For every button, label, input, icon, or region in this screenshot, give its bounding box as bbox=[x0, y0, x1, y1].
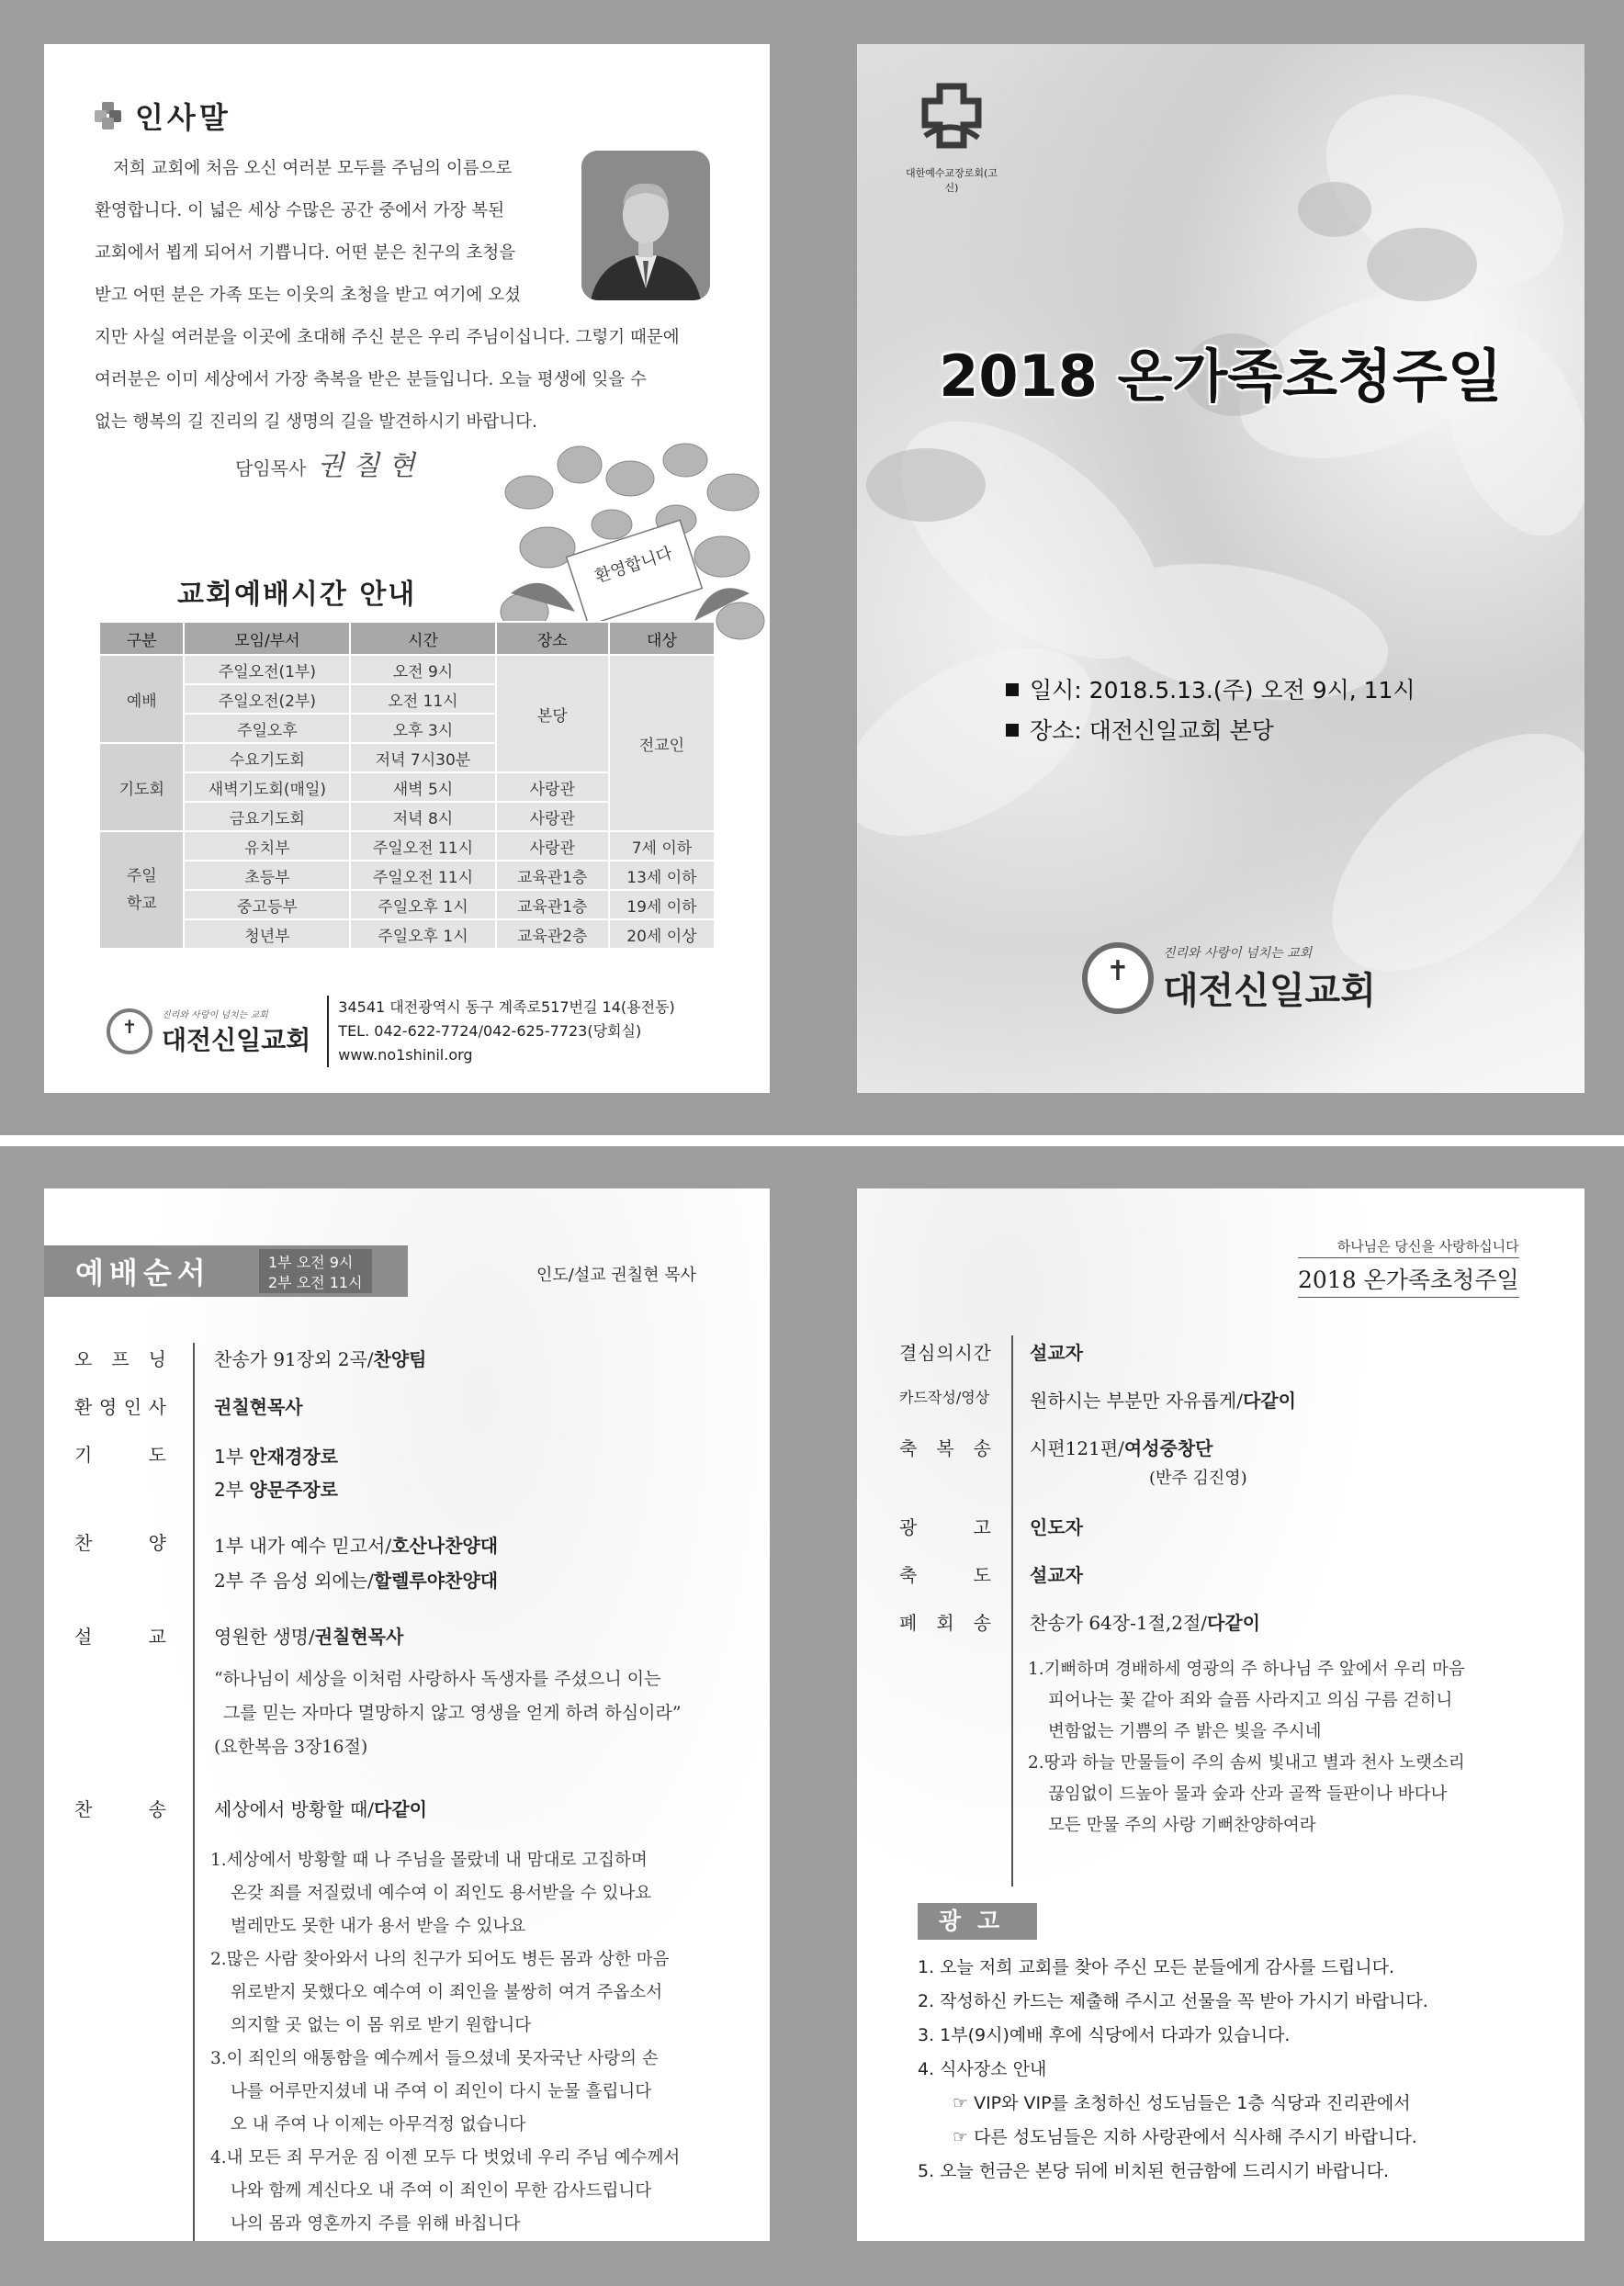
lyric-line: 4.내 모든 죄 무거운 짐 이젠 모두 다 벗었네 우리 주님 예수께서 bbox=[210, 2148, 681, 2168]
order-item: 권칠현목사 bbox=[214, 1396, 303, 1418]
church-contact bbox=[327, 996, 674, 1067]
lyric-line: 위로받지 못했다오 예수여 이 죄인을 불쌍히 여겨 주옵소서 bbox=[231, 1983, 663, 2002]
order-label: 환 영 인 사 bbox=[74, 1396, 166, 1418]
order-title: 예배순서 bbox=[75, 1256, 211, 1290]
signature-name: 권 칠 현 bbox=[317, 450, 415, 482]
greeting-line: 환영합니다. 이 넓은 세상 수많은 공간 중에서 가장 복된 bbox=[95, 201, 505, 220]
church-footer bbox=[107, 990, 750, 1073]
church-logo bbox=[107, 1007, 310, 1057]
cross-emblem-icon bbox=[107, 1008, 152, 1054]
table-cell: 새벽 5시 bbox=[350, 772, 495, 802]
order-label: 폐 회 송 bbox=[899, 1612, 991, 1634]
table-cell: 주일오후 1시 bbox=[350, 890, 495, 919]
lyric-line: 모든 만물 주의 사랑 기뻐찬양하여라 bbox=[1048, 1816, 1316, 1835]
announcements-title: 광고 bbox=[918, 1903, 1037, 1940]
lyric-line: 의지할 곳 없는 이 몸 위로 받기 원합니다 bbox=[231, 2016, 532, 2035]
table-header: 장소 bbox=[496, 622, 609, 655]
order-item: 세상에서 방황할 때/다같이 bbox=[214, 1798, 427, 1820]
page-header bbox=[1298, 1236, 1519, 1298]
flower-background-image bbox=[857, 44, 1585, 1093]
table-header: 모임/부서 bbox=[184, 622, 350, 655]
welcome-card-text: 환영합니다 bbox=[592, 544, 675, 587]
table-cell: 청년부 bbox=[184, 919, 350, 949]
church-website-link[interactable]: www.no1shinil.org bbox=[338, 1046, 473, 1064]
table-cell: 사랑관 bbox=[496, 831, 609, 861]
order-label: 기 도 bbox=[74, 1444, 166, 1466]
announcement-item: 2. 작성하신 카드는 제출해 주시고 선물을 꼭 받아 가시기 바랍니다. bbox=[918, 1991, 1428, 2011]
church-cross-icon bbox=[919, 81, 984, 158]
table-cell: 금요기도회 bbox=[184, 802, 350, 831]
table-cell: 주일오전(1부) bbox=[184, 655, 350, 684]
table-cell: 13세 이하 bbox=[609, 861, 715, 890]
lyric-line: 끊임없이 드높아 물과 숲과 산과 골짝 들판이나 바다나 bbox=[1048, 1785, 1448, 1804]
announcement-item: 1. 오늘 저희 교회를 찾아 주신 모든 분들에게 감사를 드립니다. bbox=[918, 1957, 1395, 1977]
lyric-line: 나를 어루만지셨네 내 주여 이 죄인이 다시 눈물 흘립니다 bbox=[231, 2082, 652, 2101]
cover-church-logo bbox=[1082, 942, 1376, 1014]
table-cell: 교육관2층 bbox=[496, 919, 609, 949]
table-cell: 7세 이하 bbox=[609, 831, 715, 861]
accompanist-note: (반주 김진영) bbox=[1149, 1469, 1247, 1488]
table-cell: 사랑관 bbox=[496, 802, 609, 831]
hymn-lyrics bbox=[210, 1844, 725, 2241]
greeting-line: 지만 사실 여러분을 이곳에 초대해 주신 분은 우리 주님이십니다. 그렇기 때문에 bbox=[95, 328, 680, 347]
order-divider-line bbox=[193, 1343, 195, 2241]
scripture-quote bbox=[214, 1662, 682, 1764]
lyric-line: 나와 함께 계신다오 내 주여 이 죄인이 무한 감사드립니다 bbox=[231, 2181, 652, 2201]
event-info bbox=[1006, 670, 1415, 751]
target-cell-all: 전교인 bbox=[609, 655, 715, 831]
order-item: 영원한 생명/권칠현목사 bbox=[214, 1626, 404, 1648]
cover-page bbox=[857, 44, 1585, 1093]
lyric-line: 온갖 죄를 저질렀네 예수여 이 죄인도 용서받을 수 있나요 bbox=[231, 1884, 652, 1903]
lyric-line: 2.많은 사람 찾아와서 나의 친구가 되어도 병든 몸과 상한 마음 bbox=[210, 1950, 670, 1969]
greeting-line: 교회에서 뵙게 되어서 기쁩니다. 어떤 분은 친구의 초청을 bbox=[95, 243, 516, 263]
order-item: 인도자 bbox=[1030, 1516, 1083, 1538]
square-bullet-icon bbox=[1006, 724, 1019, 737]
announcement-subitem: ☞ 다른 성도님들은 지하 사랑관에서 식사해 주시기 바랍니다. bbox=[953, 2127, 1417, 2147]
table-cell: 주일오전 11시 bbox=[350, 831, 495, 861]
service-time-2: 2부 오전 11시 bbox=[268, 1274, 363, 1291]
table-cell: 주일오전(2부) bbox=[184, 684, 350, 714]
lyric-line: 2.땅과 하늘 만물들이 주의 솜씨 빛내고 별과 천사 노랫소리 bbox=[1028, 1753, 1465, 1773]
pastor-signature bbox=[235, 443, 415, 483]
lyric-line: 변함없는 기쁨의 주 밝은 빛을 주시네 bbox=[1048, 1722, 1322, 1741]
service-time-1: 1부 오전 9시 bbox=[268, 1254, 354, 1271]
worship-times-title: 교회예배시간 안내 bbox=[177, 579, 417, 611]
order-label: 찬 양 bbox=[74, 1532, 166, 1554]
table-row bbox=[99, 655, 715, 684]
order-item: 설교자 bbox=[1030, 1342, 1083, 1364]
church-slogan: 진리와 사랑이 넘치는 교회 bbox=[162, 1009, 268, 1020]
order-label: 카드작성/영상 bbox=[899, 1389, 990, 1406]
lyric-line: 3.이 죄인의 애통함을 예수께서 들으셨네 못자국난 사랑의 손 bbox=[210, 2049, 659, 2068]
lyric-line: 1.세상에서 방황할 때 나 주님을 몰랐네 내 맘대로 고집하며 bbox=[210, 1851, 648, 1870]
order-item: 1부 안재경장로 2부 양문주장로 bbox=[214, 1446, 339, 1501]
table-cell: 20세 이상 bbox=[609, 919, 715, 949]
lyric-line: 벌레만도 못한 내가 용서 받을 수 있나요 bbox=[231, 1917, 526, 1936]
table-cell: 사랑관 bbox=[496, 772, 609, 802]
worship-times-table bbox=[98, 621, 716, 950]
table-cell: 주일오후 bbox=[184, 714, 350, 743]
event-place: 장소: 대전신일교회 본당 bbox=[1030, 717, 1274, 744]
lyric-line: 오 내 주여 나 이제는 아무걱정 없습니다 bbox=[231, 2115, 526, 2134]
greeting-title: 인사말 bbox=[135, 100, 231, 135]
order-label: 축 복 송 bbox=[899, 1437, 991, 1459]
table-header-row bbox=[99, 622, 715, 655]
header-title: 2018 온가족초청주일 bbox=[1298, 1262, 1519, 1298]
announcement-item: 4. 식사장소 안내 bbox=[918, 2059, 1047, 2079]
greeting-body bbox=[95, 148, 754, 444]
order-header bbox=[44, 1245, 408, 1297]
table-cell: 저녁 8시 bbox=[350, 802, 495, 831]
order-label: 설 교 bbox=[74, 1626, 166, 1648]
table-cell: 주일오전 11시 bbox=[350, 861, 495, 890]
order-item: 찬송가 64장-1절,2절/다같이 bbox=[1030, 1612, 1260, 1634]
group-cell-prayer: 기도회 bbox=[99, 743, 184, 831]
table-cell: 오전 9시 bbox=[350, 655, 495, 684]
table-header: 시간 bbox=[350, 622, 495, 655]
greeting-line: 여러분은 이미 세상에서 가장 축복을 받은 분들입니다. 오늘 평생에 잊을 수 bbox=[95, 370, 647, 389]
table-cell: 저녁 7시30분 bbox=[350, 743, 495, 772]
lyric-line: 나의 몸과 영혼까지 주를 위해 바칩니다 bbox=[231, 2214, 521, 2234]
greeting-line: 받고 어떤 분은 가족 또는 이웃의 초청을 받고 여기에 오셨 bbox=[95, 286, 521, 305]
order-continued-page bbox=[857, 1188, 1585, 2241]
order-item: 1부 내가 예수 믿고서/호산나찬양대 2부 주 음성 외에는/할렐루야찬양대 bbox=[214, 1535, 499, 1592]
lyric-line: 1.기뻐하며 경배하세 영광의 주 하나님 주 앞에서 우리 마음 bbox=[1028, 1660, 1465, 1679]
scripture-line: (요한복음 3장16절) bbox=[214, 1737, 368, 1757]
square-bullet-icon bbox=[1006, 683, 1019, 696]
table-header: 구분 bbox=[99, 622, 184, 655]
table-cell: 새벽기도회(매일) bbox=[184, 772, 350, 802]
order-label: 광 고 bbox=[899, 1516, 991, 1538]
lyric-line: 피어나는 꽃 같아 죄와 슬픔 사라지고 의심 구름 걷히니 bbox=[1048, 1691, 1453, 1710]
table-row bbox=[99, 890, 715, 919]
table-cell: 초등부 bbox=[184, 861, 350, 890]
order-item: 원하시는 부분만 자유롭게/다같이 bbox=[1030, 1390, 1296, 1412]
church-name: 대전신일교회 bbox=[1163, 969, 1376, 1012]
scripture-line: 그를 믿는 자마다 멸망하지 않고 영생을 얻게 하려 하심이라” bbox=[223, 1703, 682, 1723]
greeting-line: 없는 행복의 길 진리의 길 생명의 길을 발견하시기 바랍니다. bbox=[95, 412, 537, 432]
group-cell-sunday-school: 주일 학교 bbox=[99, 831, 184, 949]
table-row bbox=[99, 861, 715, 890]
church-phone: TEL. 042-622-7724/042-625-7723(당회실) bbox=[338, 1022, 642, 1040]
signature-role: 담임목사 bbox=[235, 457, 307, 479]
cube-icon bbox=[95, 102, 122, 130]
denomination-name: 대한예수교장로회(고신) bbox=[906, 167, 998, 194]
denomination-logo bbox=[901, 81, 1002, 195]
table-header: 대상 bbox=[609, 622, 715, 655]
order-item: 설교자 bbox=[1030, 1564, 1083, 1586]
table-cell: 19세 이하 bbox=[609, 890, 715, 919]
header-subtitle: 하나님은 당신을 사랑하십니다 bbox=[1298, 1236, 1519, 1258]
scripture-line: “하나님이 세상을 이처럼 사랑하사 독생자를 주셨으니 이는 bbox=[214, 1669, 661, 1689]
fold-divider bbox=[0, 1135, 1624, 1146]
place-cell-main-hall: 본당 bbox=[496, 655, 609, 772]
greeting-heading bbox=[95, 95, 231, 137]
table-cell: 교육관1층 bbox=[496, 890, 609, 919]
closing-hymn-lyrics bbox=[1028, 1654, 1542, 1841]
church-slogan: 진리와 사랑이 넘치는 교회 bbox=[1163, 945, 1313, 961]
announcement-item: 3. 1부(9시)예배 후에 식당에서 다과가 있습니다. bbox=[918, 2025, 1291, 2045]
church-address: 34541 대전광역시 동구 계족로517번길 14(용전동) bbox=[338, 998, 675, 1016]
order-label: 찬 송 bbox=[74, 1798, 166, 1820]
order-item: 시편121편/여성중창단 bbox=[1030, 1437, 1213, 1459]
leader-line: 인도/설교 권칠현 목사 bbox=[536, 1266, 696, 1285]
order-of-worship-page bbox=[44, 1188, 770, 2241]
cover-title: 2018 온가족초청주일 bbox=[939, 343, 1503, 410]
order-label: 축 도 bbox=[899, 1564, 991, 1586]
group-cell-service: 예배 bbox=[99, 655, 184, 743]
order-item: 찬송가 91장외 2곡/찬양팀 bbox=[214, 1348, 427, 1370]
table-cell: 주일오후 1시 bbox=[350, 919, 495, 949]
table-row bbox=[99, 919, 715, 949]
announcements-list bbox=[918, 1951, 1428, 2189]
table-cell: 오전 11시 bbox=[350, 684, 495, 714]
greeting-page bbox=[44, 44, 770, 1093]
announcement-item: 5. 오늘 헌금은 본당 뒤에 비치된 헌금함에 드리시기 바랍니다. bbox=[918, 2161, 1389, 2181]
table-cell: 유치부 bbox=[184, 831, 350, 861]
table-cell: 중고등부 bbox=[184, 890, 350, 919]
event-date: 일시: 2018.5.13.(주) 오전 9시, 11시 bbox=[1030, 677, 1415, 704]
table-cell: 수요기도회 bbox=[184, 743, 350, 772]
service-times bbox=[259, 1249, 372, 1293]
cross-emblem-icon bbox=[1082, 942, 1154, 1014]
table-cell: 오후 3시 bbox=[350, 714, 495, 743]
greeting-line: 저희 교회에 처음 오신 여러분 모두를 주님의 이름으로 bbox=[113, 159, 513, 178]
order-label: 결 심 의 시 간 bbox=[899, 1342, 991, 1364]
announcement-subitem: ☞ VIP와 VIP를 초청하신 성도님들은 1층 식당과 진리관에서 bbox=[953, 2093, 1411, 2113]
order-label: 오 프 닝 bbox=[74, 1348, 166, 1370]
table-cell: 교육관1층 bbox=[496, 861, 609, 890]
order-divider-line bbox=[1011, 1335, 1013, 1886]
church-name: 대전신일교회 bbox=[162, 1024, 311, 1055]
table-row bbox=[99, 831, 715, 861]
